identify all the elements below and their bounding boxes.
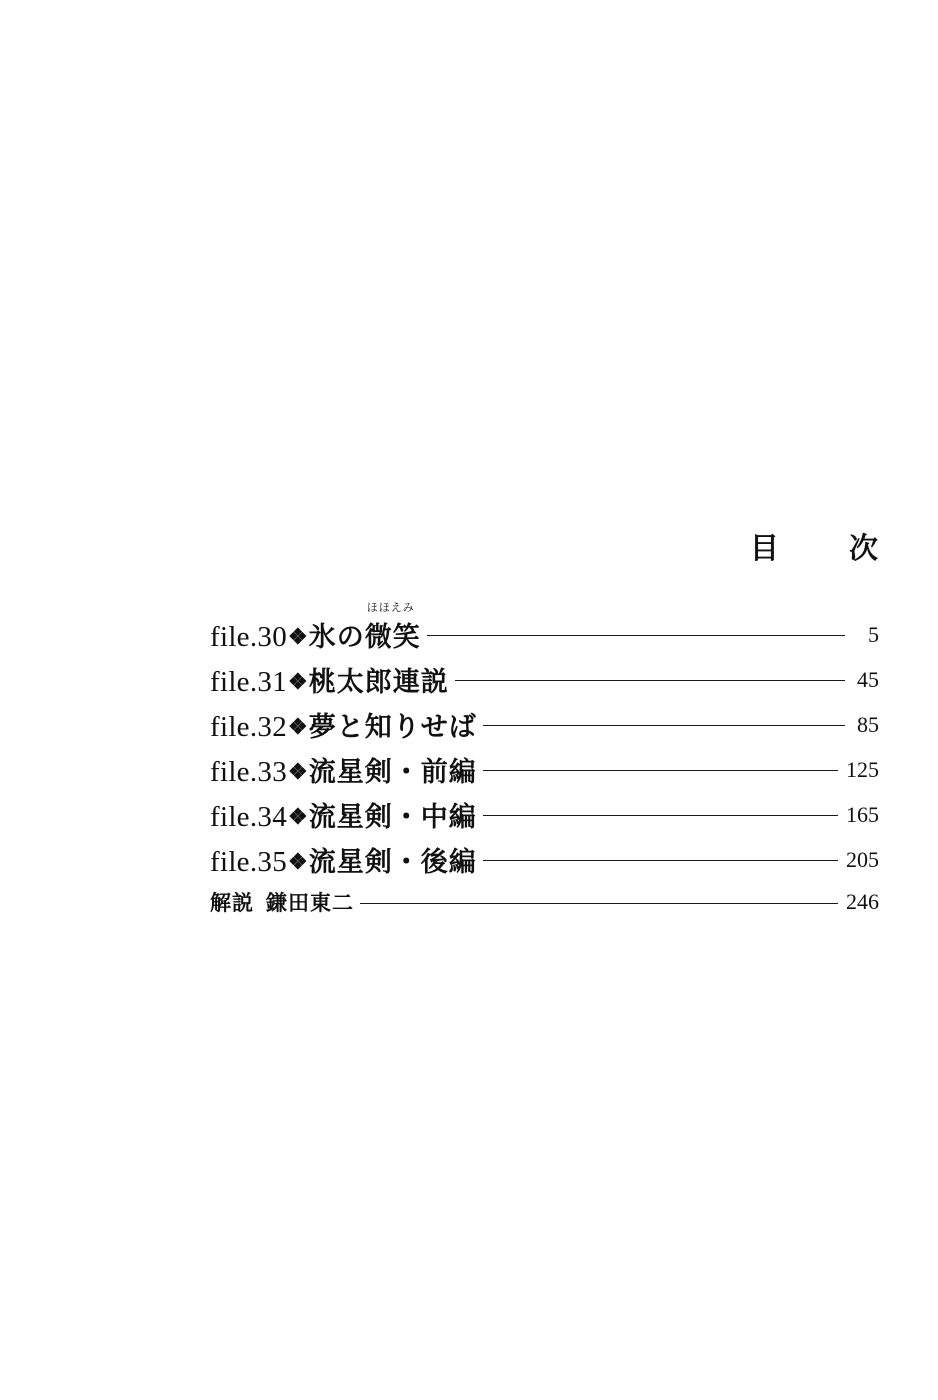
chapter-title: 夢と知りせば <box>308 712 477 743</box>
page-number: 5 <box>868 621 879 647</box>
diamond-bullet-icon: ❖ <box>288 759 308 785</box>
file-number: file.32 <box>210 711 287 743</box>
page-number: 246 <box>846 889 879 914</box>
leader-line <box>455 680 845 681</box>
toc-entry[interactable] <box>210 601 879 657</box>
chapter-title <box>308 601 421 654</box>
page-number: 45 <box>857 666 879 692</box>
entry-label <box>210 750 477 789</box>
toc-list <box>210 601 879 922</box>
page-number: 205 <box>846 846 879 872</box>
chapter-title: 流星剣・中編 <box>308 802 477 833</box>
entry-label <box>210 840 477 879</box>
chapter-title: 流星剣・前編 <box>308 757 477 788</box>
toc-entry-commentary[interactable] <box>210 882 879 922</box>
page-number: 125 <box>846 756 879 782</box>
leader-line <box>483 860 838 861</box>
toc-entry[interactable] <box>210 702 879 747</box>
entry-label <box>210 705 477 744</box>
chapter-title: 桃太郎連説 <box>308 667 449 698</box>
toc-entry[interactable] <box>210 837 879 882</box>
file-number: file.34 <box>210 801 287 833</box>
toc-entry[interactable] <box>210 747 879 792</box>
leader-line <box>360 903 838 904</box>
file-number: file.35 <box>210 846 287 878</box>
entry-label <box>210 601 421 654</box>
diamond-bullet-icon: ❖ <box>288 804 308 830</box>
entry-label <box>210 795 477 834</box>
leader-line <box>483 815 838 816</box>
furigana: ほほえみ <box>366 601 415 614</box>
chapter-title: 流星剣・後編 <box>308 847 477 878</box>
commentary-heading: 解説 <box>210 890 254 915</box>
diamond-bullet-icon: ❖ <box>288 714 308 740</box>
diamond-bullet-icon: ❖ <box>288 849 308 875</box>
file-number: file.30 <box>210 621 287 653</box>
leader-line <box>427 635 845 636</box>
file-number: file.31 <box>210 666 287 698</box>
toc-entry[interactable] <box>210 792 879 837</box>
toc-title: 目 次 <box>749 531 908 565</box>
commentary-author: 鎌田東二 <box>266 890 354 915</box>
leader-line <box>483 725 845 726</box>
leader-line <box>483 770 838 771</box>
commentary-label <box>210 887 354 917</box>
chapter-title-text: 氷の微笑 <box>308 622 421 653</box>
entry-label <box>210 660 449 699</box>
diamond-bullet-icon: ❖ <box>288 669 308 695</box>
page-number: 165 <box>846 801 879 827</box>
file-number: file.33 <box>210 756 287 788</box>
page-number: 85 <box>857 711 879 737</box>
toc-entry[interactable] <box>210 657 879 702</box>
diamond-bullet-icon: ❖ <box>288 624 308 650</box>
